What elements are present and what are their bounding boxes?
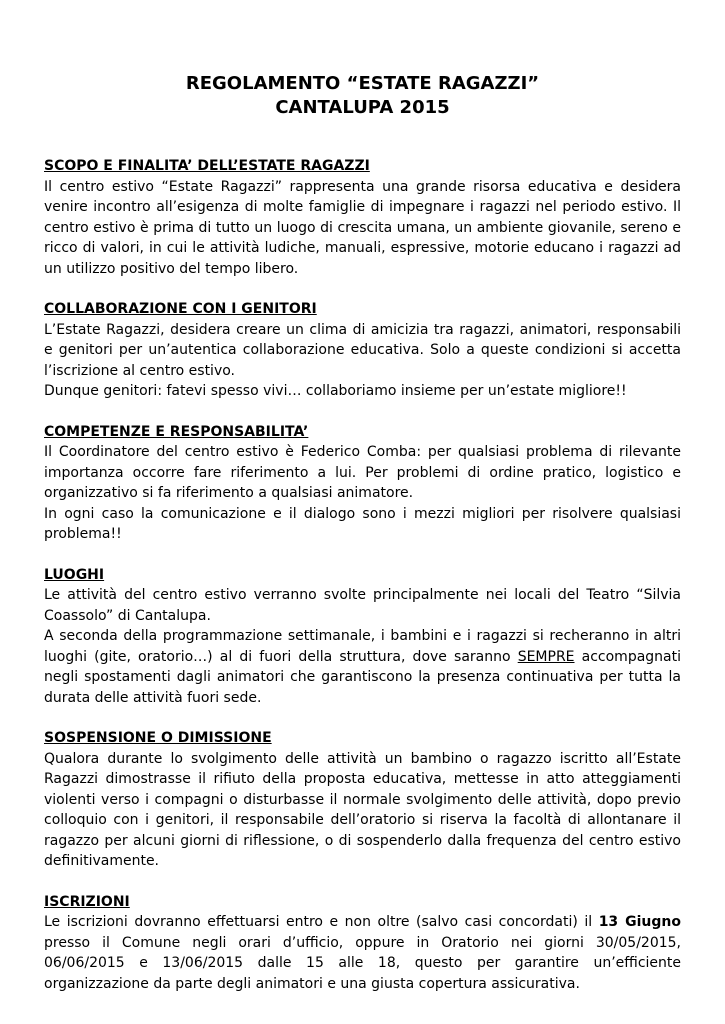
section-iscrizioni <box>44 892 681 995</box>
deadline-date: 13 Giugno <box>598 914 681 930</box>
section-paragraph: In ogni caso la comunicazione e il dialogo sono i mezzi migliori per risolvere qualsiasi problema!! <box>44 505 681 542</box>
paragraph-text: presso il Comune negli orari d’ufficio, oppure in Oratorio nei giorni 30/05/2015, 06/06/2015 e 13/06/2015 dalle 15 alle 18, questo per garantire un’efficiente organizzazione da parte degli animatori e una giusta copertura assicurativa. <box>44 934 681 992</box>
section-paragraph: Il centro estivo “Estate Ragazzi” rappresenta una grande risorsa educativa e desidera venire incontro all’esigenza di molte famiglie di impegnare i ragazzi nel periodo estivo. Il centro estivo è prima di tutto un luogo di crescita umana, un ambiente giovanile, sereno e ricco di valori, in cui le attività ludiche, manuali, espressive, motorie educano i ragazzi ad un utilizzo positivo del tempo libero. <box>44 178 681 277</box>
section-heading: SOSPENSIONE O DIMISSIONE <box>44 730 272 746</box>
section-competenze <box>44 422 681 545</box>
section-heading: ISCRIZIONI <box>44 893 130 910</box>
section-heading: SCOPO E FINALITA’ DELL’ESTATE RAGAZZI <box>44 158 370 174</box>
section-heading: COLLABORAZIONE CON I GENITORI <box>44 301 317 317</box>
section-paragraph: Le attività del centro estivo verranno svolte principalmente nei locali del Teatro “Silvia Coassolo” di Cantalupa. <box>44 587 681 624</box>
title-block <box>44 72 681 120</box>
document-title: REGOLAMENTO “ESTATE RAGAZZI” <box>185 73 540 94</box>
document-subtitle: CANTALUPA 2015 <box>275 97 450 118</box>
paragraph-text: A seconda della programmazione settimanale, i bambini e i ragazzi si recheranno in altri luoghi (gite, oratorio…) al di fuori della struttura, dove saranno <box>44 628 681 665</box>
section-paragraph: Qualora durante lo svolgimento delle attività un bambino o ragazzo iscritto all’Estate Ragazzi dimostrasse il rifiuto della proposta educativa, mettesse in atto atteggiamenti violenti verso i compagni o disturbasse il normale svolgimento delle attività, dopo previo colloquio con i genitori, il responsabile dell’oratorio si riserva la facoltà di allontanare il ragazzo per alcuni giorni di riflessione, o di sospenderlo dalla frequenza del centro estivo definitivamente. <box>44 750 681 869</box>
paragraph-text: accompagnati negli spostamenti dagli animatori che garantiscono la presenza continuativa per tutta la durata delle attività fuori sede. <box>44 648 682 706</box>
section-collaborazione <box>44 299 681 402</box>
section-paragraph: Dunque genitori: fatevi spesso vivi… collaboriamo insieme per un’estate migliore!! <box>44 383 627 399</box>
paragraph-text: Le iscrizioni dovranno effettuarsi entro e non oltre (salvo casi concordati) il <box>44 914 599 930</box>
section-luoghi <box>44 565 681 709</box>
section-scopo <box>44 156 681 279</box>
section-sospensione <box>44 728 681 872</box>
section-heading: COMPETENZE E RESPONSABILITA’ <box>44 423 309 440</box>
section-paragraph <box>44 626 681 708</box>
section-paragraph: L’Estate Ragazzi, desidera creare un clima di amicizia tra ragazzi, animatori, responsabili e genitori per un’autentica collaborazione educativa. Solo a queste condizioni si accetta l’iscrizione al centro estivo. <box>44 321 681 379</box>
section-heading: LUOGHI <box>44 566 105 583</box>
emphasis-sempre: SEMPRE <box>517 648 575 665</box>
section-paragraph: Il Coordinatore del centro estivo è Federico Comba: per qualsiasi problema di rilevante importanza occorre fare riferimento a lui. Per problemi di ordine pratico, logistico e organizzativo si fa riferimento a qualsiasi animatore. <box>44 444 681 501</box>
section-paragraph <box>44 912 681 994</box>
